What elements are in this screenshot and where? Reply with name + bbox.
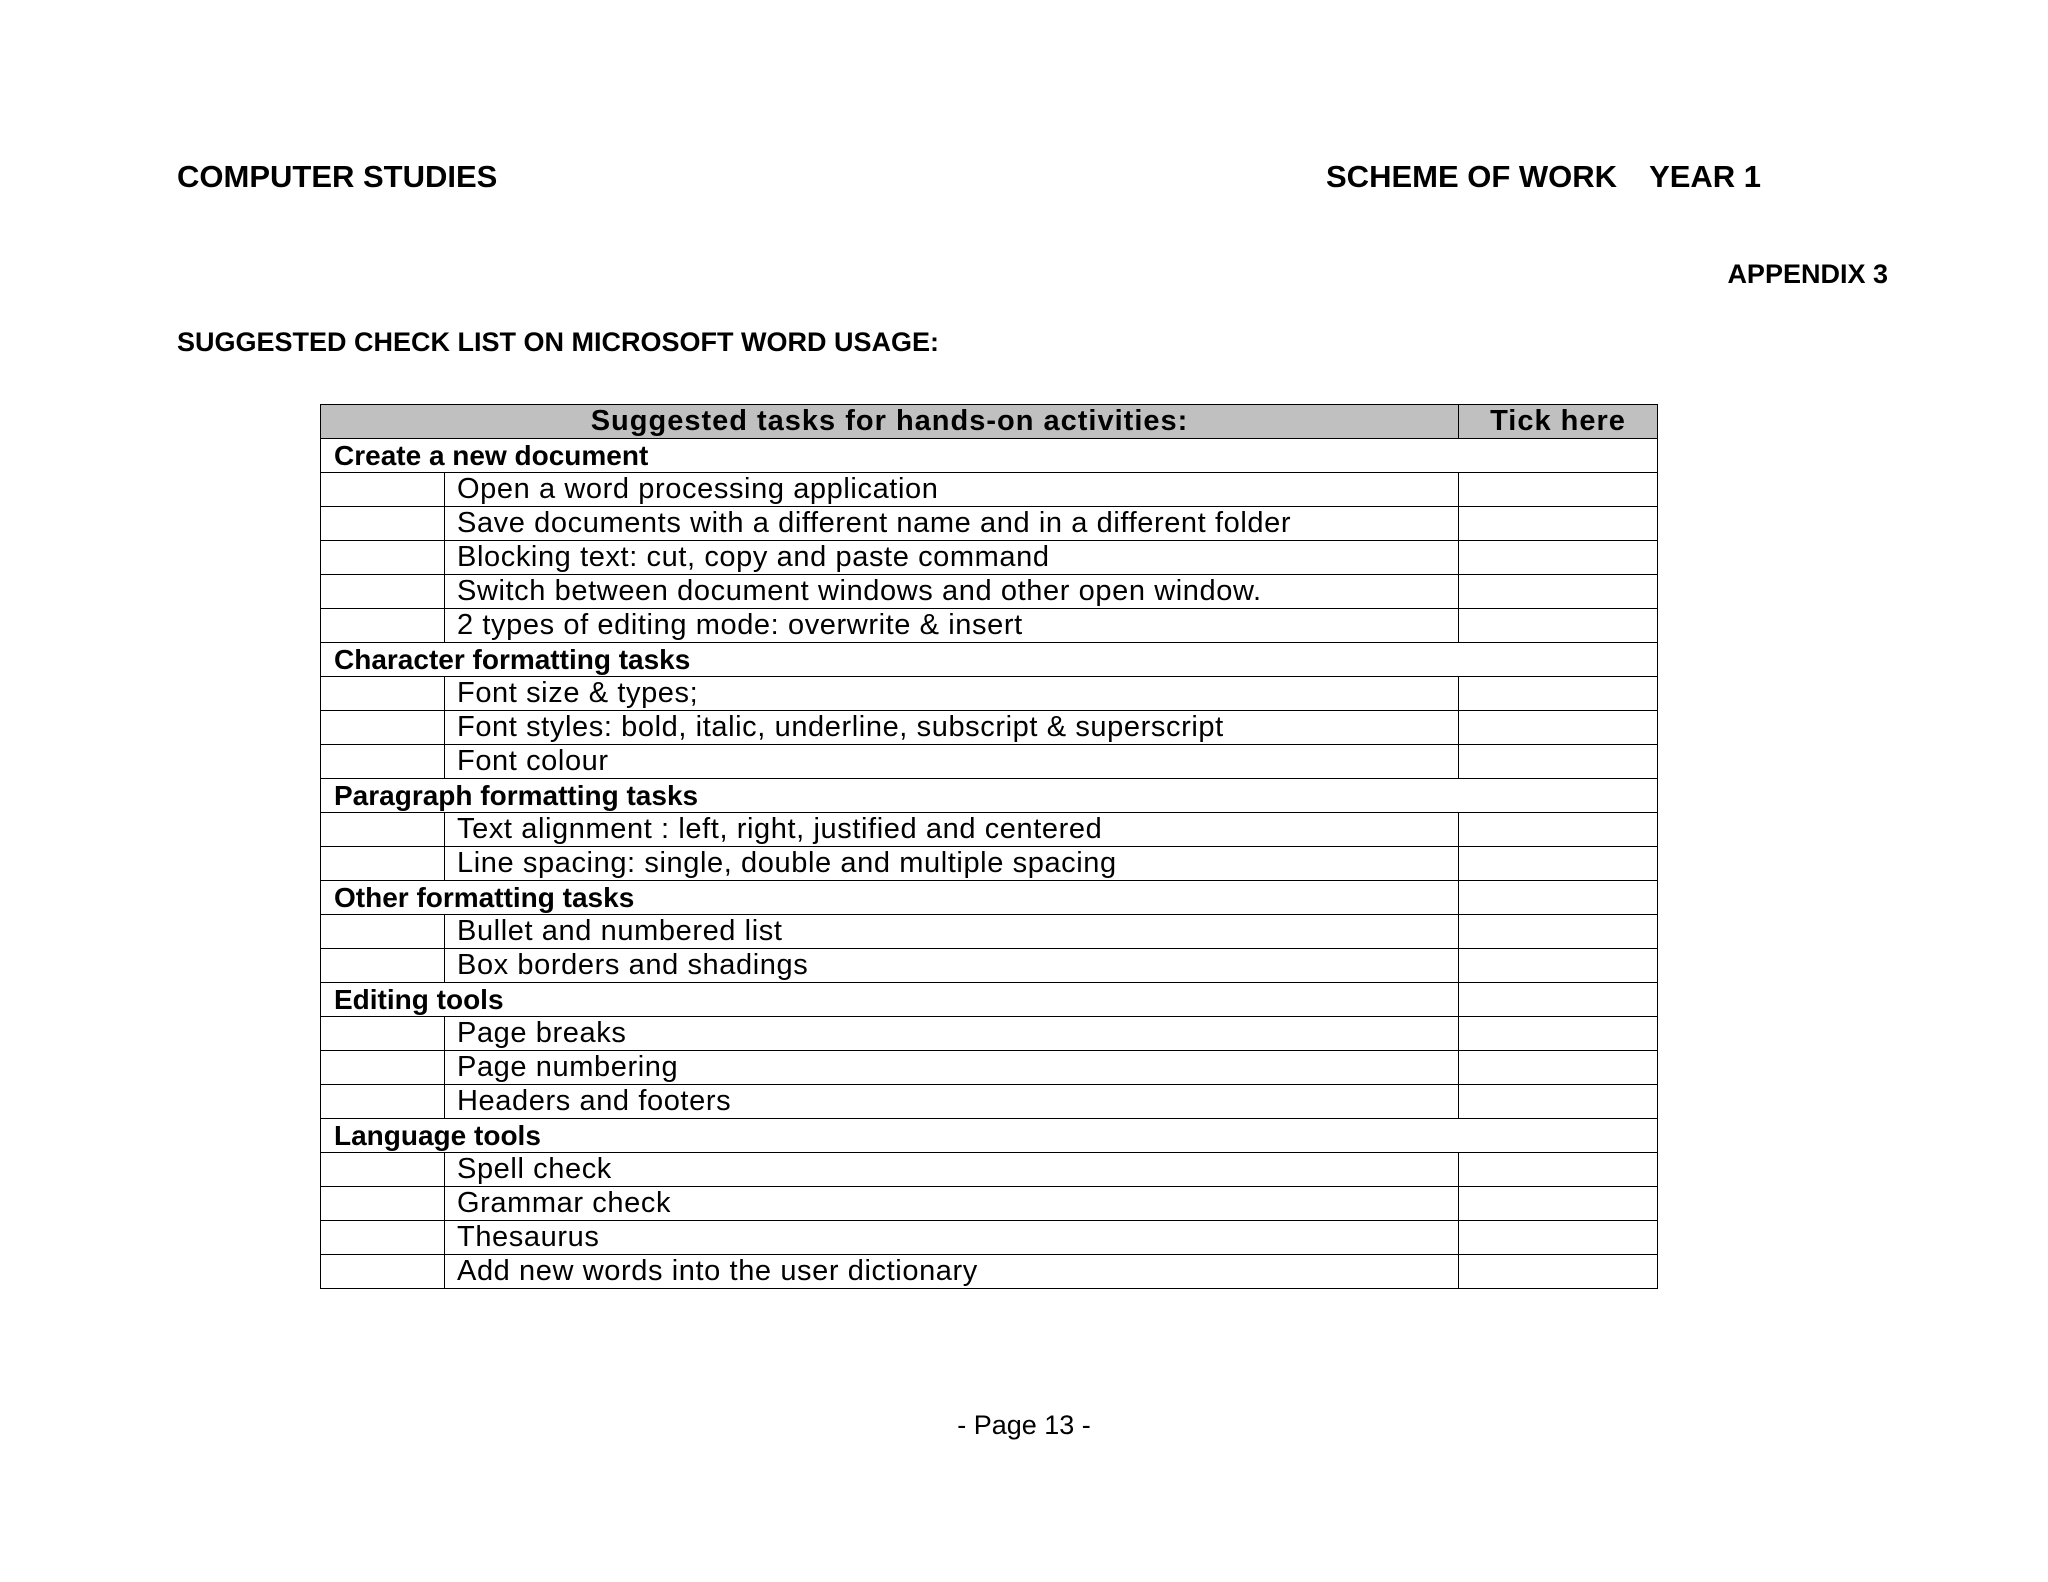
task-text: Bullet and numbered list	[445, 915, 1459, 949]
task-row	[321, 677, 1658, 711]
task-row	[321, 745, 1658, 779]
task-row	[321, 1085, 1658, 1119]
indent-cell	[321, 1255, 445, 1289]
indent-cell	[321, 677, 445, 711]
checklist-table	[320, 404, 1658, 1289]
task-text: Page breaks	[445, 1017, 1459, 1051]
tick-cell[interactable]	[1459, 507, 1658, 541]
tick-cell[interactable]	[1459, 711, 1658, 745]
task-row	[321, 609, 1658, 643]
indent-cell	[321, 609, 445, 643]
task-text: Text alignment : left, right, justified and centered	[445, 813, 1459, 847]
task-text: Switch between document windows and other open window.	[445, 575, 1459, 609]
task-text: Font styles: bold, italic, underline, subscript & superscript	[445, 711, 1459, 745]
tasks-column-header: Suggested tasks for hands-on activities:	[321, 405, 1459, 439]
tick-cell[interactable]	[1459, 983, 1658, 1017]
indent-cell	[321, 575, 445, 609]
tick-cell[interactable]	[1459, 1051, 1658, 1085]
section-title: Language tools	[321, 1119, 1658, 1153]
tick-cell[interactable]	[1459, 1221, 1658, 1255]
indent-cell	[321, 711, 445, 745]
task-text: Grammar check	[445, 1187, 1459, 1221]
page-number: - Page 13 -	[957, 1410, 1091, 1440]
appendix-label: APPENDIX 3	[1727, 259, 1888, 289]
task-row	[321, 949, 1658, 983]
section-title: Paragraph formatting tasks	[321, 779, 1658, 813]
task-text: Spell check	[445, 1153, 1459, 1187]
task-text: 2 types of editing mode: overwrite & insert	[445, 609, 1459, 643]
checklist-body	[321, 439, 1658, 1289]
task-row	[321, 473, 1658, 507]
task-row	[321, 1051, 1658, 1085]
indent-cell	[321, 745, 445, 779]
tick-cell[interactable]	[1459, 1255, 1658, 1289]
task-text: Font size & types;	[445, 677, 1459, 711]
section-row	[321, 983, 1658, 1017]
indent-cell	[321, 813, 445, 847]
tick-cell[interactable]	[1459, 745, 1658, 779]
task-row	[321, 1153, 1658, 1187]
task-text: Save documents with a different name and in a different folder	[445, 507, 1459, 541]
indent-cell	[321, 541, 445, 575]
indent-cell	[321, 847, 445, 881]
indent-cell	[321, 1221, 445, 1255]
scheme-label: SCHEME OF WORK	[1326, 159, 1618, 194]
section-row	[321, 881, 1658, 915]
task-text: Line spacing: single, double and multiple spacing	[445, 847, 1459, 881]
section-row	[321, 1119, 1658, 1153]
tick-cell[interactable]	[1459, 881, 1658, 915]
section-title: Character formatting tasks	[321, 643, 1658, 677]
task-text: Thesaurus	[445, 1221, 1459, 1255]
indent-cell	[321, 915, 445, 949]
task-row	[321, 915, 1658, 949]
task-row	[321, 575, 1658, 609]
task-row	[321, 541, 1658, 575]
task-row	[321, 1017, 1658, 1051]
section-title: Create a new document	[321, 439, 1658, 473]
task-row	[321, 813, 1658, 847]
task-row	[321, 711, 1658, 745]
section-row	[321, 779, 1658, 813]
task-row	[321, 1221, 1658, 1255]
task-text: Headers and footers	[445, 1085, 1459, 1119]
indent-cell	[321, 1051, 445, 1085]
task-text: Blocking text: cut, copy and paste command	[445, 541, 1459, 575]
task-text: Open a word processing application	[445, 473, 1459, 507]
indent-cell	[321, 507, 445, 541]
task-text: Page numbering	[445, 1051, 1459, 1085]
task-row	[321, 1187, 1658, 1221]
task-row	[321, 847, 1658, 881]
indent-cell	[321, 1085, 445, 1119]
tick-cell[interactable]	[1459, 609, 1658, 643]
tick-cell[interactable]	[1459, 1153, 1658, 1187]
section-row	[321, 439, 1658, 473]
indent-cell	[321, 949, 445, 983]
tick-cell[interactable]	[1459, 473, 1658, 507]
scheme-title	[1326, 161, 1761, 192]
tick-cell[interactable]	[1459, 575, 1658, 609]
tick-cell[interactable]	[1459, 949, 1658, 983]
task-row	[321, 1255, 1658, 1289]
task-text: Box borders and shadings	[445, 949, 1459, 983]
tick-cell[interactable]	[1459, 847, 1658, 881]
tick-cell[interactable]	[1459, 1187, 1658, 1221]
task-text: Font colour	[445, 745, 1459, 779]
tick-cell[interactable]	[1459, 813, 1658, 847]
tick-cell[interactable]	[1459, 915, 1658, 949]
indent-cell	[321, 1153, 445, 1187]
tick-cell[interactable]	[1459, 541, 1658, 575]
section-title: Other formatting tasks	[321, 881, 1459, 915]
tick-cell[interactable]	[1459, 677, 1658, 711]
tick-cell[interactable]	[1459, 1085, 1658, 1119]
section-title: Editing tools	[321, 983, 1459, 1017]
year-label: YEAR 1	[1649, 159, 1762, 194]
subject-title: COMPUTER STUDIES	[177, 159, 498, 194]
tick-cell[interactable]	[1459, 1017, 1658, 1051]
indent-cell	[321, 1187, 445, 1221]
indent-cell	[321, 1017, 445, 1051]
indent-cell	[321, 473, 445, 507]
section-row	[321, 643, 1658, 677]
checklist-heading: SUGGESTED CHECK LIST ON MICROSOFT WORD USAGE:	[177, 327, 940, 357]
task-text: Add new words into the user dictionary	[445, 1255, 1459, 1289]
table-header-row	[321, 405, 1658, 439]
task-row	[321, 507, 1658, 541]
tick-column-header: Tick here	[1459, 405, 1658, 439]
